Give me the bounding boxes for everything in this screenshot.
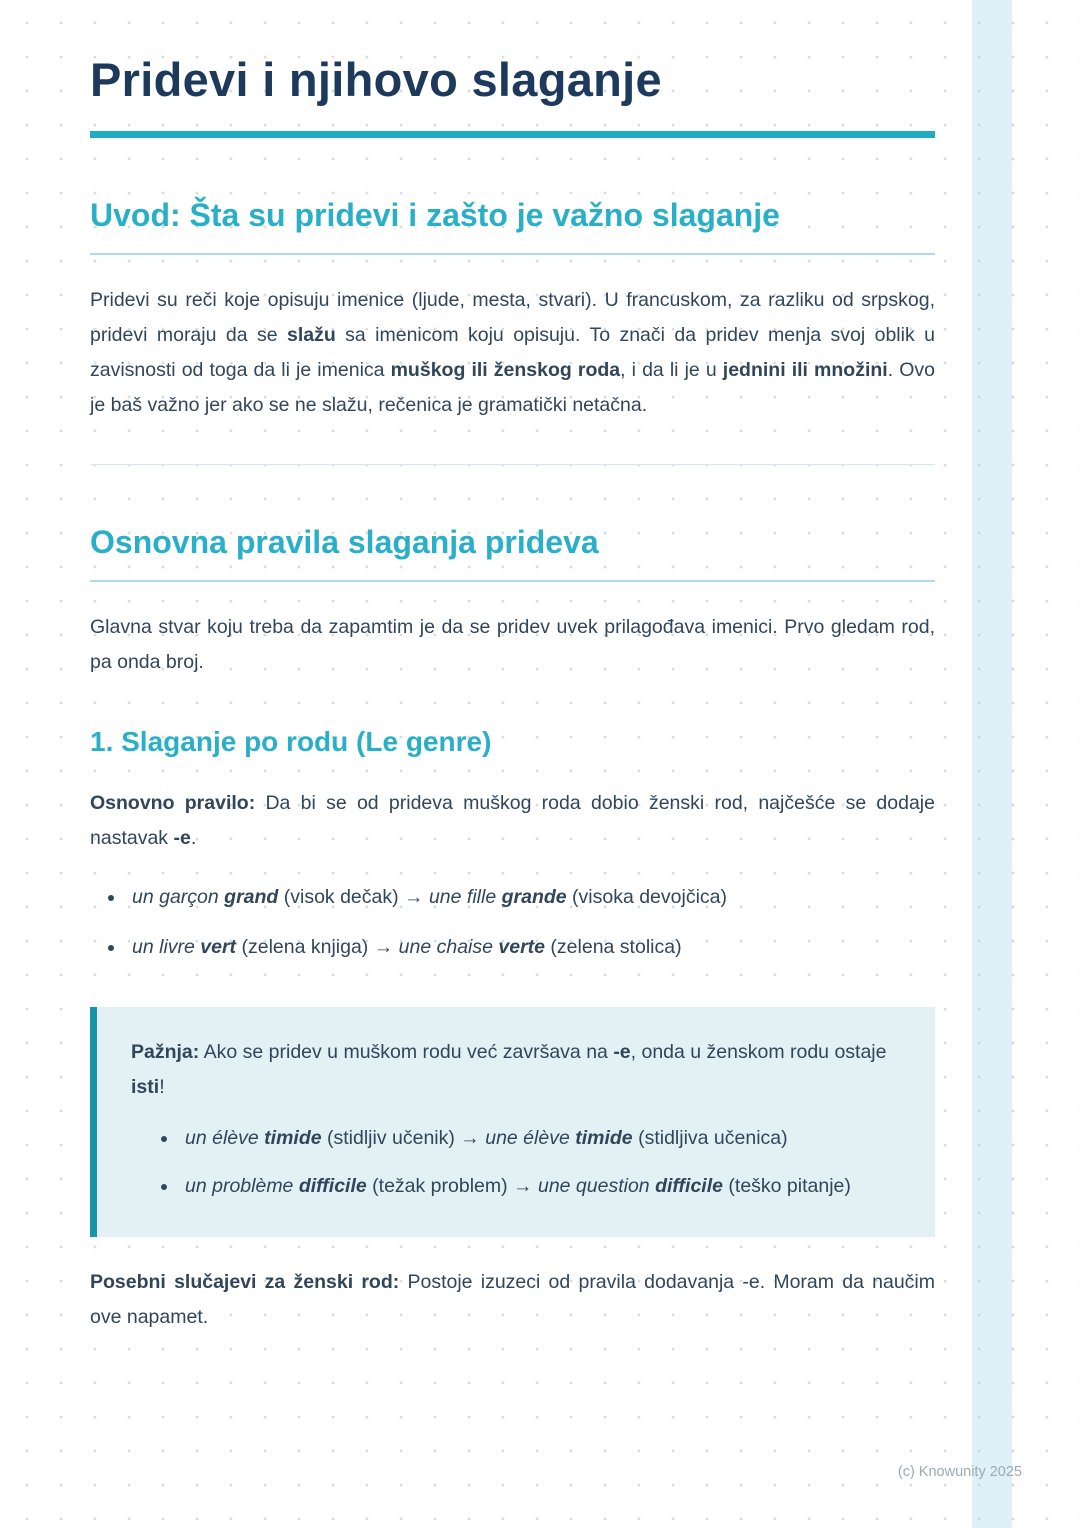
special-cases-paragraph: Posebni slučajevi za ženski rod: Postoje izuzeci od pravila dodavanja -e. Moram da naučim ove napamet.: [90, 1271, 936, 1329]
gender-example-list: [104, 882, 935, 962]
section-heading-osnovna-pravila: Osnovna pravila slaganja prideva: [90, 521, 935, 582]
rules-intro-paragraph: Glavna stvar koju treba da zapamtim je da se pridev uvek prilagođava imenici. Prvo gledam rod, pa onda broj.: [90, 615, 935, 673]
list-item: • un garçon grand (visok dečak) → une fille grande (visoka devojčica): [126, 882, 935, 912]
list-item: • un élève timide (stidljiv učenik) → une élève timide (stidljiva učenica): [179, 1123, 905, 1153]
page-margin-strip: [972, 0, 1012, 1528]
title-divider: [90, 131, 935, 138]
list-item: • un livre vert (zelena knjiga) → une chaise verte (zelena stolica): [126, 932, 935, 962]
list-item: • un problème difficile (težak problem) → une question difficile (teško pitanje): [179, 1171, 905, 1201]
document-content: [90, 0, 935, 1335]
copyright-credit: (c) Knowunity 2025: [897, 1464, 1022, 1480]
callout-example-list: [157, 1123, 905, 1201]
intro-paragraph: Pridevi su reči koje opisuju imenice (ljude, mesta, stvari). U francuskom, za razliku od srpskog, pridevi moraju da se slažu sa imenicom koju opisuju. To znači da pridev menja svoj oblik u zavisnosti od toga da li je imenica muškog ili ženskog roda, i da li je u jednini ili množini. Ovo je baš važno jer ako se ne slažu, rečenica je gramatički netačna.: [90, 289, 935, 417]
section-divider: [90, 464, 935, 465]
callout-intro: Pažnja: Ako se pridev u muškom rodu već završava na -e, onda u ženskom rodu ostaje isti!: [131, 1040, 887, 1098]
attention-callout-box: [90, 1007, 935, 1238]
page-title: Pridevi i njihovo slaganje: [90, 53, 662, 106]
subsection-heading-rod: 1. Slaganje po rodu (Le genre): [90, 725, 492, 757]
gender-rule-paragraph: Osnovno pravilo: Da bi se od prideva muškog roda dobio ženski rod, najčešće se dodaje nastavak -e.: [90, 791, 935, 850]
section-heading-uvod: Uvod: Šta su pridevi i zašto je važno slaganje: [90, 194, 935, 255]
